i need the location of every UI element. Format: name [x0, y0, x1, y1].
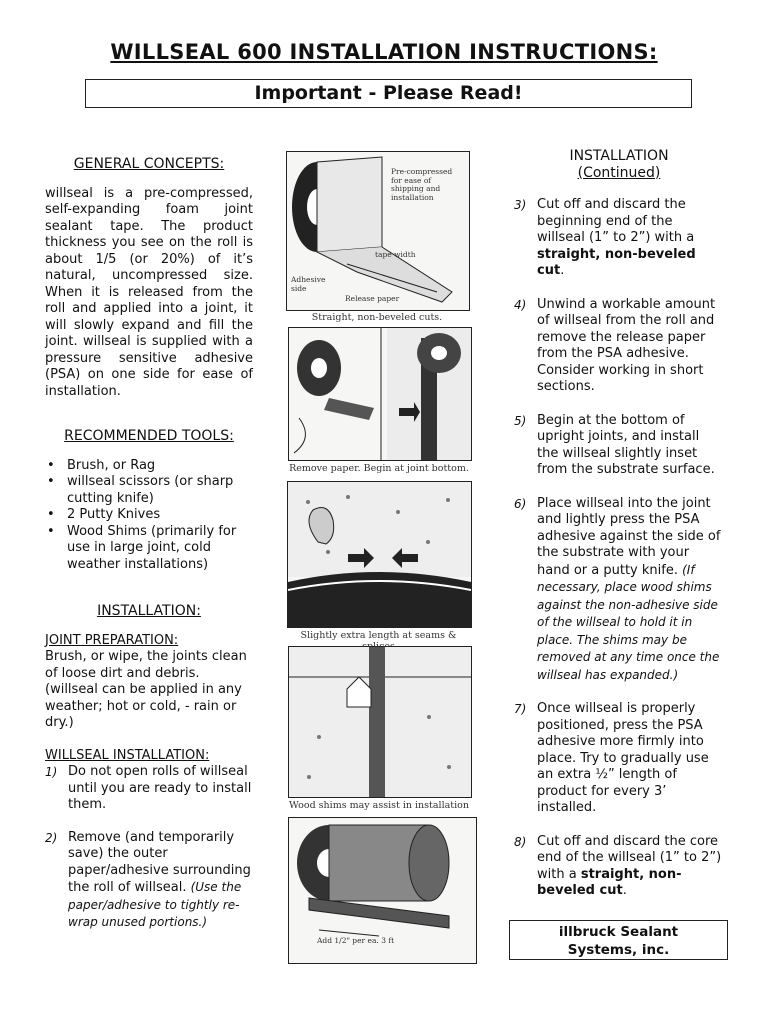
step-punct: . — [560, 263, 565, 278]
step-note: (If necessary, place wood shims against the non-adhesive side of the willseal to hold it in place. The shims may be removed at any time once the willseal has expanded.) — [537, 562, 720, 682]
step-note: (Use the paper/adhesive to tightly re-wrap unused portions.) — [68, 880, 242, 929]
tool-item: • Wood Shims (primarily for use in large joint, cold weather installations) — [45, 524, 253, 574]
release-paper-label: Release paper — [345, 294, 400, 303]
step-text: Once willseal is properly positioned, press the PSA adhesive more firmly into place. Try to gradually use an extra ½” length of product for every 3’ installed. — [537, 701, 709, 815]
step-text: Cut off and discard the core end of the willseal (1” to 2”) with a — [537, 833, 722, 882]
important-notice: Important - Please Read! — [85, 79, 692, 108]
installation-continued-heading: INSTALLATION — [569, 148, 669, 164]
figure-caption: Slightly extra length at seams & — [300, 630, 457, 641]
company-box — [509, 920, 728, 960]
step-text: Begin at the bottom of upright joints, and install the willseal slightly inset from the substrate surface. — [537, 412, 715, 477]
willseal-install-label: WILLSEAL INSTALLATION: — [45, 747, 210, 763]
installation-continued-subheading: (Continued) — [577, 164, 661, 181]
step-2 — [45, 830, 253, 932]
remove-paper-illustration — [289, 328, 471, 460]
step-8 — [514, 834, 724, 900]
figure-caption: Straight, non-beveled cuts. — [311, 312, 443, 323]
step-text: Remove (and temporarily save) the outer paper/adhesive surrounding the roll of willseal. — [68, 829, 251, 895]
step-5 — [514, 413, 724, 479]
step-text: Place willseal into the joint and lightly press the PSA adhesive against the side of the substrate with your hand or a putty knife. — [537, 495, 721, 578]
general-concepts-heading: GENERAL CONCEPTS: — [73, 156, 225, 172]
tool-item: • willseal scissors (or sharp cutting knife) — [45, 474, 253, 507]
step-1 — [45, 764, 253, 814]
step-number: 8) — [514, 834, 527, 849]
step-emphasis: straight, non-beveled cut — [537, 866, 682, 898]
figure-wood-shims — [288, 646, 472, 798]
tool-item: • 2 Putty Knives — [45, 507, 253, 524]
tape-width-label: tape width — [375, 250, 416, 259]
tool-item: • Brush, or Rag — [45, 458, 253, 475]
company-name-line1: illbruck Sealant — [558, 924, 679, 940]
step-number: 5) — [514, 413, 527, 428]
step-7 — [514, 701, 724, 817]
step-text: Cut off and discard the beginning end of the willseal (1” to 2”) with a — [537, 197, 695, 245]
recommended-tools-heading: RECOMMENDED TOOLS: — [64, 428, 234, 444]
step-number: 7) — [514, 702, 527, 716]
step-punct: . — [622, 883, 627, 898]
company-name-line2: Systems, inc. — [567, 942, 670, 958]
document-title: WILLSEAL 600 INSTALLATION INSTRUCTIONS: — [110, 40, 658, 64]
joint-prep-body: Brush, or wipe, the joints clean of loose dirt and debris. (willseal can be applied in any weather; hot or cold, - rain or dry.) — [45, 649, 247, 730]
step-number: 1) — [45, 765, 58, 779]
left-column — [45, 156, 253, 932]
figure-remove-paper — [288, 327, 472, 461]
right-column — [514, 148, 724, 900]
general-concepts-body: willseal is a pre-compressed, self-expanding foam joint sealant tape. The product thickness you see on the roll is about 1/5 (or 20%) of it’s natural, uncompressed size. When it is released from the roll and applied into a joint, it will slowly expand and fill the joint. willseal is supplied with a pressure sensitive adhesive (PSA) on one side for ease of installation. — [45, 185, 253, 399]
figure-roll-diagram — [286, 151, 470, 311]
step-emphasis: straight, non-beveled cut — [537, 246, 696, 278]
step-number: 3) — [514, 198, 527, 212]
shims-illustration — [289, 647, 471, 797]
figure-caption: Wood shims may assist in installation — [289, 800, 469, 811]
roll-note: Pre-compressed for ease of shipping and installation — [391, 167, 453, 202]
step-number: 2) — [45, 830, 58, 845]
step-3 — [514, 197, 724, 280]
joint-prep-label: JOINT PREPARATION: — [45, 632, 179, 648]
tools-list — [45, 458, 253, 574]
figure-extra-length — [288, 817, 477, 964]
step-text: Do not open rolls of willseal until you are ready to install them. — [68, 764, 252, 812]
step-text: Unwind a workable amount of willseal from the roll and remove the release paper from the PSA adhesive. Consider working in short sections. — [537, 296, 716, 394]
figure-caption: Remove paper. Begin at joint bottom. — [289, 463, 469, 474]
step-number: 4) — [514, 297, 527, 312]
step-6 — [514, 496, 724, 685]
extra-length-note: Add 1/2" per ea. 3 ft — [317, 936, 395, 945]
seams-illustration — [288, 482, 471, 627]
adhesive-side-label: Adhesive side — [291, 275, 326, 293]
installation-heading: INSTALLATION: — [97, 603, 201, 619]
step-number: 6) — [514, 496, 527, 511]
step-4 — [514, 297, 724, 396]
figure-seams-splices — [287, 481, 472, 628]
